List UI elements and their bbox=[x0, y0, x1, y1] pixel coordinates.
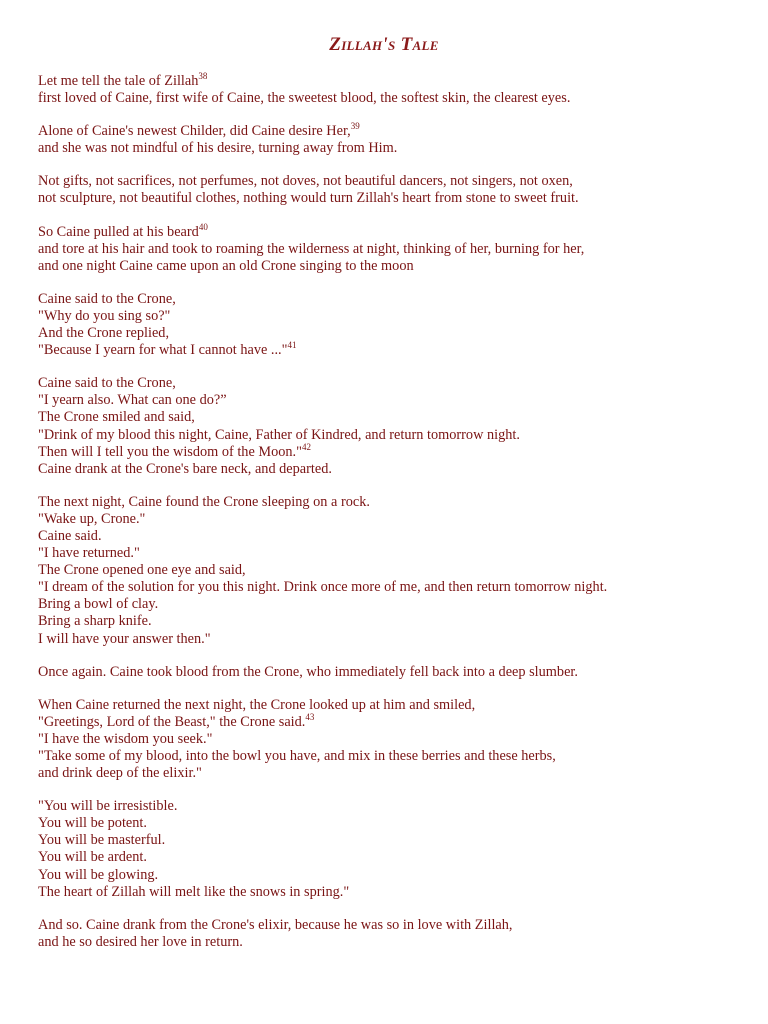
stanza bbox=[38, 123, 738, 157]
poem-line bbox=[38, 511, 738, 528]
line-text: The heart of Zillah will melt like the snows in spring." bbox=[38, 883, 350, 900]
line-text: "Drink of my blood this night, Caine, Father of Kindred, and return tomorrow night. bbox=[38, 426, 520, 443]
poem-line bbox=[38, 427, 738, 444]
poem-line bbox=[38, 325, 738, 342]
poem-line bbox=[38, 190, 738, 207]
line-text: I will have your answer then." bbox=[38, 630, 211, 647]
poem-line bbox=[38, 392, 738, 409]
poem-line bbox=[38, 596, 738, 613]
poem-line bbox=[38, 579, 738, 596]
line-text: Caine said to the Crone, bbox=[38, 290, 176, 307]
line-text: Let me tell the tale of Zillah bbox=[38, 73, 199, 89]
poem-line bbox=[38, 409, 738, 426]
poem-line bbox=[38, 748, 738, 765]
stanza bbox=[38, 917, 738, 951]
line-text: Caine drank at the Crone's bare neck, and departed. bbox=[38, 460, 332, 477]
line-text: Not gifts, not sacrifices, not perfumes, not doves, not beautiful dancers, not singers, not oxen, bbox=[38, 173, 573, 190]
page-title: Zillah's Tale bbox=[329, 34, 439, 55]
poem-line bbox=[38, 545, 738, 562]
line-text: "I yearn also. What can one do?” bbox=[38, 392, 227, 409]
line-text: "I dream of the solution for you this night. Drink once more of me, and then return tomorrow night. bbox=[38, 579, 608, 596]
poem-line bbox=[38, 867, 738, 884]
poem-line bbox=[38, 613, 738, 630]
line-text: And so. Caine drank from the Crone's elixir, because he was so in love with Zillah, bbox=[38, 916, 513, 933]
stanza bbox=[38, 697, 738, 782]
line-text: and he so desired her love in return. bbox=[38, 933, 243, 950]
poem-line bbox=[38, 140, 738, 157]
footnote-marker: 42 bbox=[301, 441, 311, 452]
poem-line bbox=[38, 123, 738, 140]
poem-line bbox=[38, 815, 738, 832]
line-text: "I have the wisdom you seek." bbox=[38, 730, 213, 747]
line-text: "Wake up, Crone." bbox=[38, 510, 146, 527]
line-text: Once again. Caine took blood from the Crone, who immediately fell back into a deep slumber. bbox=[38, 663, 578, 680]
footnote-marker: 39 bbox=[350, 121, 360, 132]
stanza bbox=[38, 73, 738, 107]
line-text: Then will I tell you the wisdom of the Moon." bbox=[38, 443, 302, 460]
line-text: When Caine returned the next night, the Crone looked up at him and smiled, bbox=[38, 696, 476, 713]
line-text: And the Crone replied, bbox=[38, 325, 170, 342]
line-text: "Why do you sing so?" bbox=[38, 307, 171, 324]
line-text: first loved of Caine, first wife of Caine, the sweetest blood, the softest skin, the clearest eyes. bbox=[38, 90, 571, 107]
line-text: and tore at his hair and took to roaming the wilderness at night, thinking of her, burning for her, bbox=[38, 240, 585, 257]
poem-line bbox=[38, 832, 738, 849]
stanza bbox=[38, 173, 738, 207]
line-text: The next night, Caine found the Crone sleeping on a rock. bbox=[38, 493, 370, 510]
poem-line bbox=[38, 173, 738, 190]
stanza bbox=[38, 375, 738, 478]
line-text: You will be masterful. bbox=[38, 832, 166, 849]
poem-line bbox=[38, 342, 738, 359]
poem-line bbox=[38, 711, 738, 731]
stanza bbox=[38, 664, 738, 681]
poem-line bbox=[38, 562, 738, 579]
line-text: not sculpture, not beautiful clothes, nothing would turn Zillah's heart from stone to sweet fruit. bbox=[38, 190, 579, 207]
poem-line bbox=[38, 884, 738, 901]
line-text: "Because I yearn for what I cannot have ..." bbox=[38, 342, 288, 359]
stanza bbox=[38, 798, 738, 901]
line-text: and she was not mindful of his desire, turning away from Him. bbox=[38, 140, 398, 157]
line-text: You will be glowing. bbox=[38, 866, 159, 883]
poem-line bbox=[38, 849, 738, 866]
stanza bbox=[38, 221, 738, 275]
poem-line bbox=[38, 90, 738, 107]
poem-line bbox=[38, 291, 738, 308]
poem-line bbox=[38, 917, 738, 934]
stanza bbox=[38, 291, 738, 359]
line-text: and drink deep of the elixir." bbox=[38, 765, 202, 782]
line-text: Bring a sharp knife. bbox=[38, 613, 152, 630]
poem-line bbox=[38, 934, 738, 951]
poem-line bbox=[38, 731, 738, 748]
poem-line bbox=[38, 375, 738, 392]
poem-body bbox=[38, 73, 738, 967]
poem-line bbox=[38, 765, 738, 782]
poem-line bbox=[38, 461, 738, 478]
poem-line bbox=[38, 308, 738, 325]
poem-line bbox=[38, 221, 738, 241]
line-text: "Take some of my blood, into the bowl you have, and mix in these berries and these herbs, bbox=[38, 748, 556, 764]
poem-line bbox=[38, 697, 738, 714]
line-text: Caine said to the Crone, bbox=[38, 375, 176, 392]
line-text: The Crone opened one eye and said, bbox=[38, 562, 246, 579]
line-text: The Crone smiled and said, bbox=[38, 409, 195, 426]
footnote-marker: 40 bbox=[198, 221, 208, 232]
poem-line bbox=[38, 73, 738, 90]
line-text: Caine said. bbox=[38, 527, 102, 544]
poem-line bbox=[38, 241, 738, 258]
line-text: You will be potent. bbox=[38, 815, 147, 832]
poem-line bbox=[38, 798, 738, 815]
line-text: You will be ardent. bbox=[38, 849, 147, 866]
poem-line bbox=[38, 631, 738, 648]
line-text: and one night Caine came upon an old Crone singing to the moon bbox=[38, 257, 414, 274]
line-text: "I have returned." bbox=[38, 545, 140, 562]
poem-line bbox=[38, 441, 738, 461]
line-text: Alone of Caine's newest Childer, did Caine desire Her, bbox=[38, 123, 351, 140]
stanza bbox=[38, 494, 738, 648]
poem-line bbox=[38, 258, 738, 275]
footnote-marker: 41 bbox=[287, 340, 297, 351]
line-text: Bring a bowl of clay. bbox=[38, 596, 159, 613]
footnote-marker: 38 bbox=[198, 71, 208, 81]
poem-line bbox=[38, 494, 738, 511]
footnote-marker: 43 bbox=[305, 711, 315, 722]
poem-line bbox=[38, 528, 738, 545]
line-text: "You will be irresistible. bbox=[38, 798, 178, 815]
line-text: "Greetings, Lord of the Beast," the Crone said. bbox=[38, 713, 306, 730]
line-text: So Caine pulled at his beard bbox=[38, 223, 199, 240]
poem-line bbox=[38, 664, 738, 681]
